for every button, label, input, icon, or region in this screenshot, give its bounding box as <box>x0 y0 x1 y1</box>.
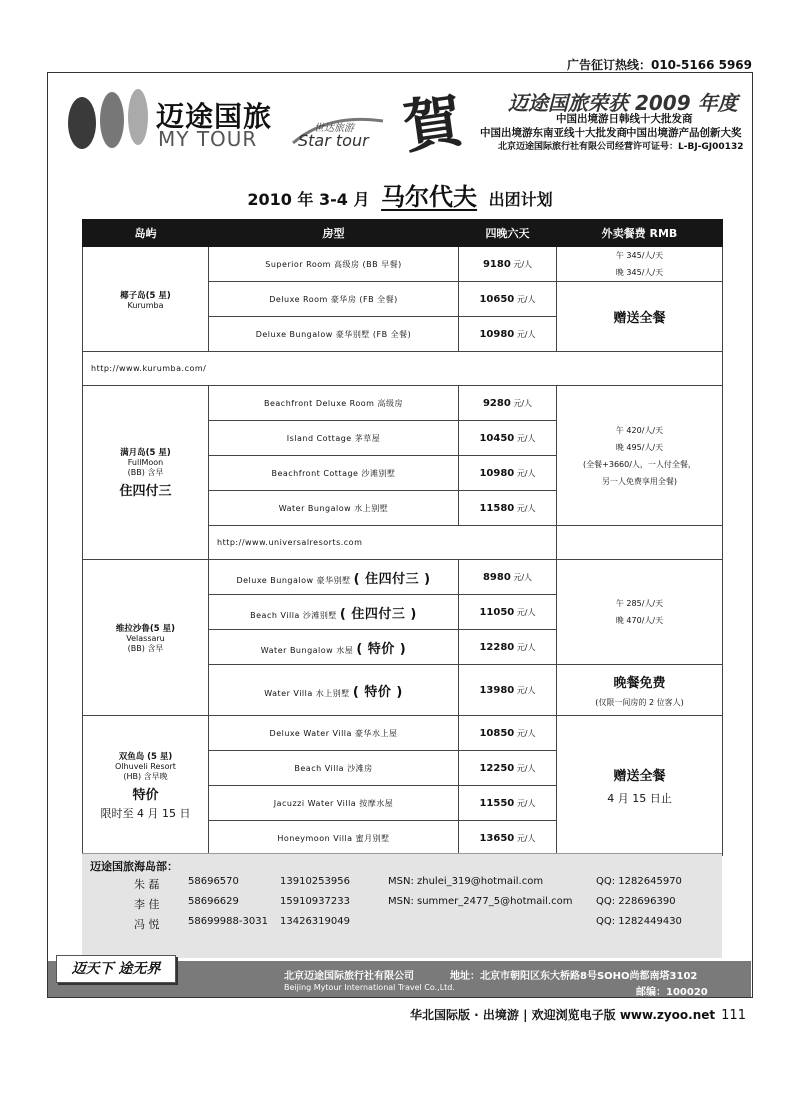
license-number: 北京迈途国际旅行社有限公司经营许可证号：L-BJ-GJ00132 <box>498 142 744 152</box>
price-value: 8980 <box>482 571 511 583</box>
island-board: (HB) 含早晚 <box>123 772 168 781</box>
price-value: 10980 <box>479 328 515 340</box>
price-unit: 元/人 <box>516 833 536 843</box>
room-type <box>209 560 459 595</box>
price-cell <box>459 247 557 282</box>
price-value: 10450 <box>479 432 515 444</box>
island-name: 双鱼岛 (5 星) <box>118 752 173 762</box>
island-promo: 特价 <box>132 788 159 803</box>
contact-mobile: 13910253956 <box>280 876 350 887</box>
price-unit: 元/人 <box>516 728 536 738</box>
table-row <box>83 716 723 751</box>
meal-cell <box>557 247 723 282</box>
room-type: Beachfront Deluxe Room 高级房 <box>209 386 459 421</box>
room-promo-tag: ( 住四付三 ) <box>353 571 431 587</box>
plan-title-destination: 马尔代夫 <box>381 182 478 211</box>
award-line: 中国出境游日韩线十大批发商 <box>556 113 693 125</box>
island-cell-velassaru <box>83 560 209 716</box>
award-line: 中国出境游产品创新大奖 <box>626 127 742 139</box>
company-name-cn: 北京迈途国际旅行社有限公司 <box>284 971 414 982</box>
room-type: Water Bungalow 水上别墅 <box>209 491 459 526</box>
meal-gift: 赠送全餐 <box>613 311 666 326</box>
price-unit: 元/人 <box>516 433 536 443</box>
room-type: Deluxe Room 豪华房 (FB 全餐) <box>209 282 459 317</box>
advert-frame <box>47 72 753 998</box>
room-type: Honeymoon Villa 蜜月别墅 <box>209 821 459 856</box>
price-value: 10850 <box>479 727 515 739</box>
empty-cell <box>557 526 723 560</box>
price-unit: 元/人 <box>513 398 533 408</box>
award-title: 迈途国旅荣获 2009 年度 <box>508 91 738 115</box>
contact-tel: 58699988-3031 <box>188 916 268 927</box>
startour-logo-cn: 世达旅游 <box>314 123 354 134</box>
island-cell-fullmoon <box>83 386 209 560</box>
contact-row <box>82 896 722 912</box>
header-island: 岛屿 <box>83 220 209 247</box>
island-promo: 住四付三 <box>119 484 172 499</box>
price-unit: 元/人 <box>516 503 536 513</box>
dinner-gift: 晚餐免费 <box>613 676 666 691</box>
price-value: 11050 <box>479 606 515 618</box>
contact-name: 李 佳 <box>134 898 160 911</box>
price-unit: 元/人 <box>516 294 536 304</box>
price-cell <box>459 821 557 856</box>
contact-qq: QQ: 1282449430 <box>596 916 682 927</box>
island-cell-olhuveli <box>83 716 209 856</box>
meal-dinner: 晚 495/人/天 <box>615 442 664 452</box>
price-cell <box>459 282 557 317</box>
room-type <box>209 595 459 630</box>
price-value: 9280 <box>482 397 511 409</box>
page-footer-text: 华北国际版 · 出境游 | 欢迎浏览电子版 www.zyoo.net <box>410 1008 716 1022</box>
island-en: FullMoon <box>127 458 164 467</box>
meal-dinner: 晚 470/人/天 <box>615 616 664 625</box>
room-type: Superior Room 高级房 (BB 早餐) <box>209 247 459 282</box>
price-unit: 元/人 <box>516 642 536 652</box>
resort-url[interactable]: http://www.kurumba.com/ <box>83 352 723 386</box>
meal-note: (全餐+3660/人，一人付全餐， <box>583 459 696 469</box>
price-unit: 元/人 <box>516 798 536 808</box>
price-cell <box>459 421 557 456</box>
price-value: 13980 <box>479 684 515 696</box>
price-value: 12280 <box>479 641 515 653</box>
island-name: 满月岛(5 星) <box>120 448 171 458</box>
price-cell <box>459 665 557 716</box>
header-price: 四晚六天 <box>459 220 557 247</box>
startour-logo-en: Star tour <box>298 131 369 150</box>
island-board: (BB) 含早 <box>127 643 164 653</box>
room-name: Beach Villa 沙滩别墅 <box>250 610 337 620</box>
room-type: Jacuzzi Water Villa 按摩水屋 <box>209 786 459 821</box>
slogan-calligraphy: 迈天下 途无界 <box>56 955 176 983</box>
price-unit: 元/人 <box>516 607 536 617</box>
meal-lunch: 午 420/人/天 <box>615 425 664 435</box>
contact-tel: 58696629 <box>188 896 239 907</box>
price-value: 11580 <box>479 502 515 514</box>
price-cell <box>459 386 557 421</box>
contact-qq: QQ: 228696390 <box>596 896 676 907</box>
promo-limit: 限时至 4 月 15 日 <box>100 807 191 820</box>
room-name: Water Bungalow 水屋 <box>260 645 354 655</box>
mytour-logo-icon <box>60 87 160 153</box>
price-unit: 元/人 <box>516 763 536 773</box>
table-header-row <box>83 220 723 247</box>
room-promo-tag: ( 特价 ) <box>356 641 407 657</box>
dinner-note: (仅限一间房的 2 位客人) <box>595 698 684 707</box>
room-type: Beachfront Cottage 沙滩别墅 <box>209 456 459 491</box>
room-name: Deluxe Bungalow 豪华别墅 <box>236 575 351 585</box>
price-unit: 元/人 <box>516 329 536 339</box>
meal-cell <box>557 560 723 665</box>
island-name: 椰子岛(5 星) <box>120 290 171 301</box>
meal-gift: 赠送全餐 <box>613 769 666 784</box>
contact-title: 迈途国旅海岛部： <box>90 860 178 873</box>
contact-mobile: 15910937233 <box>280 896 350 907</box>
room-type: Deluxe Water Villa 豪华水上屋 <box>209 716 459 751</box>
price-cell <box>459 716 557 751</box>
contact-name: 冯 悦 <box>134 918 160 931</box>
mytour-logo-cn: 迈途国旅 <box>156 100 273 133</box>
price-value: 10650 <box>479 293 515 305</box>
table-row <box>83 386 723 421</box>
meal-lunch: 午 345/人/天 <box>615 251 664 260</box>
price-cell <box>459 786 557 821</box>
meal-lunch: 午 285/人/天 <box>615 599 664 608</box>
price-value: 9180 <box>482 258 511 270</box>
resort-url[interactable]: http://www.universalresorts.com <box>209 526 557 560</box>
contact-tel: 58696570 <box>188 876 239 887</box>
room-type: Beach Villa 沙滩房 <box>209 751 459 786</box>
company-postcode: 邮编：100020 <box>636 987 708 998</box>
table-row <box>83 352 723 386</box>
room-type: Deluxe Bungalow 豪华别墅 (FB 全餐) <box>209 317 459 352</box>
price-value: 12250 <box>479 762 515 774</box>
island-name: 维拉沙鲁(5 星) <box>115 623 176 634</box>
header-room: 房型 <box>209 220 459 247</box>
contact-row <box>82 916 722 932</box>
price-unit: 元/人 <box>516 468 536 478</box>
price-cell <box>459 595 557 630</box>
price-value: 10980 <box>479 467 515 479</box>
meal-until: 4 月 15 日止 <box>607 792 672 805</box>
room-type: Island Cottage 茅草屋 <box>209 421 459 456</box>
price-cell <box>459 456 557 491</box>
contact-row <box>82 876 722 892</box>
meal-cell <box>557 386 723 526</box>
room-name: Water Villa 水上别墅 <box>264 688 350 698</box>
meal-cell <box>557 665 723 716</box>
room-type <box>209 630 459 665</box>
plan-title-suffix: 出团计划 <box>488 190 553 209</box>
island-en: Olhuveli Resort <box>115 762 176 771</box>
contact-msn[interactable]: MSN: zhulei_319@hotmail.com <box>388 876 544 887</box>
congrats-calligraphy: 賀 <box>399 86 467 162</box>
price-cell <box>459 491 557 526</box>
contact-section <box>82 853 722 958</box>
room-promo-tag: ( 特价 ) <box>352 684 403 700</box>
tour-price-table <box>82 219 723 856</box>
meal-note: 另一人免费享用全餐) <box>601 476 678 486</box>
price-unit: 元/人 <box>516 685 536 695</box>
contact-name: 朱 磊 <box>134 878 160 891</box>
table-row <box>83 560 723 595</box>
contact-mobile: 13426319049 <box>280 916 350 927</box>
meal-dinner: 晚 345/人/天 <box>615 268 664 277</box>
page-number: 111 <box>721 1008 746 1023</box>
company-address: 地址：北京市朝阳区东大桥路8号SOHO尚都南塔3102 <box>450 971 698 982</box>
price-cell <box>459 317 557 352</box>
meal-cell <box>557 282 723 352</box>
room-type <box>209 665 459 716</box>
contact-qq: QQ: 1282645970 <box>596 876 682 887</box>
island-cell-kurumba <box>83 247 209 352</box>
meal-cell <box>557 716 723 856</box>
room-promo-tag: ( 住四付三 ) <box>339 606 417 622</box>
award-line: 中国出境游东南亚线十大批发商 <box>480 127 627 139</box>
island-board: (BB) 含早 <box>127 468 164 477</box>
plan-title-date: 2010 年 3-4 月 <box>247 190 370 209</box>
contact-msn[interactable]: MSN: summer_2477_5@hotmail.com <box>388 896 573 907</box>
table-row <box>83 247 723 282</box>
price-unit: 元/人 <box>513 572 533 582</box>
plan-title <box>48 177 752 212</box>
header-meal: 外卖餐费 RMB <box>557 220 723 247</box>
price-value: 11550 <box>479 797 515 809</box>
price-cell <box>459 560 557 595</box>
company-name-en: Beijing Mytour International Travel Co.,Ltd. <box>284 983 455 992</box>
price-value: 13650 <box>479 832 515 844</box>
island-en: Kurumba <box>127 300 164 310</box>
price-cell <box>459 630 557 665</box>
mytour-logo-en: MY TOUR <box>158 127 258 151</box>
price-cell <box>459 751 557 786</box>
ad-hotline: 广告征订热线：010-5166 5969 <box>566 58 752 72</box>
price-unit: 元/人 <box>513 259 533 269</box>
island-en: Velassaru <box>126 633 165 643</box>
page-footer <box>410 1006 746 1023</box>
